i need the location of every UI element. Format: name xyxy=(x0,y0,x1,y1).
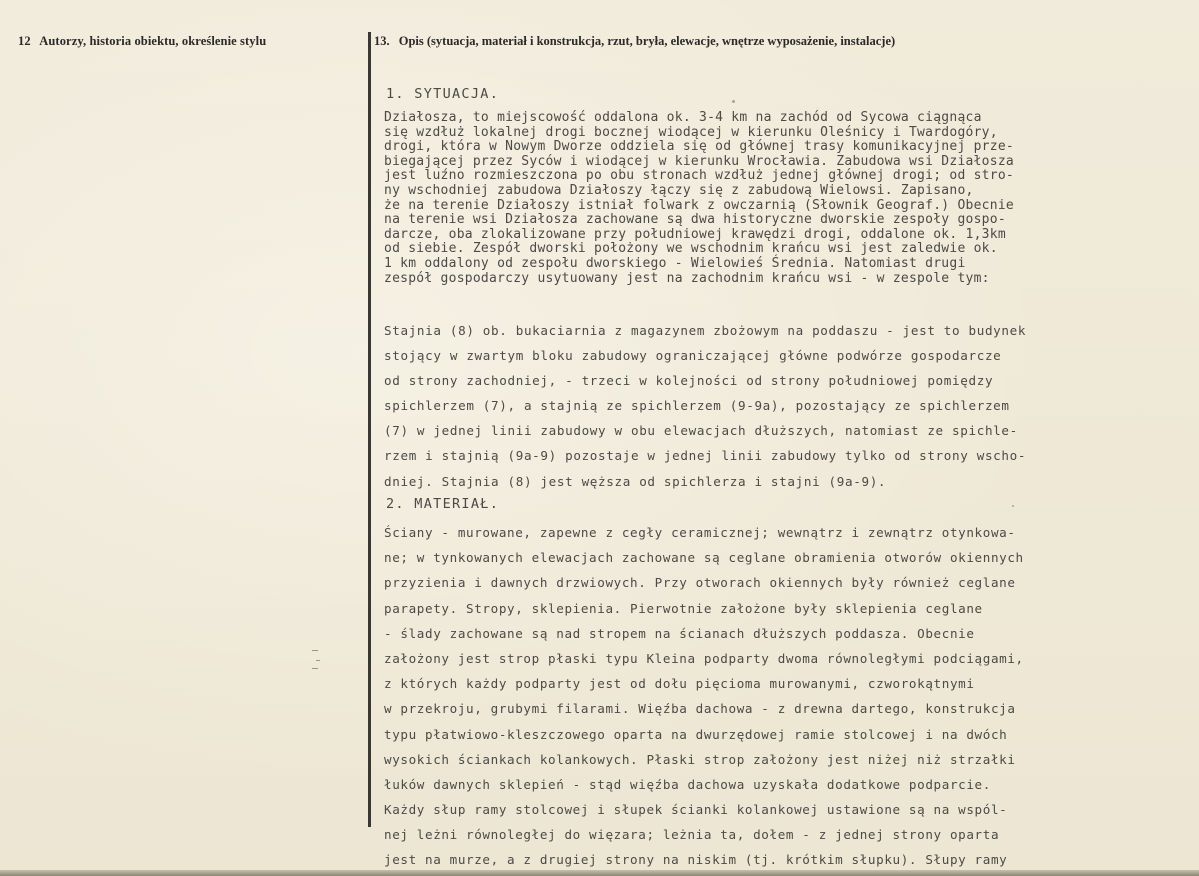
paragraph-material xyxy=(384,520,1024,873)
text-line: łuków dawnych sklepień - stąd więźba dachowa uzyskała dodatkowe podparcie. xyxy=(384,776,991,792)
text-line: wysokich ściankach kolankowych. Płaski strop założony jest niżej niż strzałki xyxy=(384,751,1016,767)
left-column-header xyxy=(18,34,266,49)
text-line: jest luźno rozmieszczona po obu stronach wzdłuż jednej głównej drogi; od stro- xyxy=(384,168,1014,184)
text-line: typu płatwiowo-kleszczowego oparta na dwurzędowej ramie stolcowej i na dwóch xyxy=(384,726,1008,742)
text-line: z których każdy podparty jest od dołu pięcioma murowanymi, czworokątnymi xyxy=(384,676,975,692)
left-header-number: 12 xyxy=(18,34,31,48)
text-line: Działosza, to miejscowość oddalona ok. 3-4 km na zachód od Sycowa ciągnąca xyxy=(384,110,982,125)
text-line: Każdy słup ramy stolcowej i słupek ścianki kolankowej ustawione są na wspól- xyxy=(384,802,1008,818)
text-line: parapety. Stropy, sklepienia. Pierwotnie założone były sklepienia ceglane xyxy=(384,600,983,616)
text-line: zespół gospodarczy usytuowany jest na zachodnim krańcu wsi - w zespole tym: xyxy=(384,270,990,286)
margin-mark xyxy=(312,668,318,669)
paragraph-stable-description xyxy=(384,318,1026,494)
text-line: że na terenie Działoszy istniał folwark z owczarnią (Słownik Geograf.) Obecnie xyxy=(384,197,1014,213)
text-line: w przekroju, grubymi filarami. Więźba dachowa - z drewna dartego, konstrukcja xyxy=(384,701,1016,717)
text-line: ny wschodniej zabudowa Działoszy łączy się z zabudową Wielowsi. Zapisano, xyxy=(384,182,974,198)
text-line: 1 km oddalony od zespołu dworskiego - Wielowieś Średnia. Natomiast drugi xyxy=(384,255,966,271)
text-line: - ślady zachowane są nad stropem na ścianach dłuższych poddasza. Obecnie xyxy=(384,625,975,641)
column-divider xyxy=(368,32,371,827)
left-column xyxy=(0,0,368,876)
text-line: Ściany - murowane, zapewne z cegły ceramicznej; wewnątrz i zewnątrz otynkowa- xyxy=(384,525,1016,540)
margin-mark xyxy=(312,650,318,651)
text-line: dniej. Stajnia (8) jest węższa od spichlerza i stajni (9a-9). xyxy=(384,473,887,489)
text-line: drogi, która w Nowym Dworze oddziela się od głównej trasy komunikacyjnej prze- xyxy=(384,139,1014,155)
paper-speck xyxy=(732,100,735,103)
text-line: nej leżni równoległej do więzara; leżnia ta, dołem - z jednej strony oparta xyxy=(384,827,1000,843)
text-line: jest na murze, a z drugiej strony na niskim (tj. krótkim słupku). Słupy ramy xyxy=(384,852,1008,868)
text-line: (7) w jednej linii zabudowy w obu elewacjach dłuższych, natomiast ze spichle- xyxy=(384,423,1018,439)
section-title-material: 2. MATERIAŁ. xyxy=(386,496,500,512)
paper-speck xyxy=(1012,505,1014,507)
right-header-text: Opis (sytuacja, materiał i konstrukcja, rzut, bryła, elewacje, wnętrze wyposażenie, instalacje) xyxy=(398,34,896,48)
right-column-header xyxy=(374,34,895,49)
text-line: na terenie wsi Działosza zachowane są dwa historyczne dworskie zespoły gospo- xyxy=(384,212,1006,228)
paragraph-situation xyxy=(384,111,1014,286)
left-header-text: Autorzy, historia obiektu, określenie stylu xyxy=(39,34,267,48)
text-line: spichlerzem (7), a stajnią ze spichlerzem (9-9a), pozostający ze spichlerzem xyxy=(384,398,1010,414)
text-line: ne; w tynkowanych elewacjach zachowane są ceglane obramienia otworów okiennych xyxy=(384,550,1024,566)
text-line: się wzdłuż lokalnej drogi bocznej wiodącej w kierunku Oleśnicy i Twardogóry, xyxy=(384,124,998,140)
section-title-situation: 1. SYTUACJA. xyxy=(386,86,500,102)
margin-mark xyxy=(316,660,320,661)
right-header-number: 13. xyxy=(374,34,390,48)
text-line: od siebie. Zespół dworski położony we wschodnim krańcu wsi jest zaledwie ok. xyxy=(384,241,998,257)
text-line: biegającej przez Syców i wiodącej w kierunku Wrocławia. Zabudowa wsi Działosza xyxy=(384,153,1014,169)
text-line: od strony zachodniej, - trzeci w kolejności od strony południowej pomiędzy xyxy=(384,373,994,389)
page-bottom-edge xyxy=(0,870,1199,876)
text-line: założony jest strop płaski typu Kleina podparty dwoma równoległymi podciągami, xyxy=(384,650,1024,666)
right-column xyxy=(372,0,1199,876)
text-line: stojący w zwartym bloku zabudowy ograniczającej główne podwórze gospodarcze xyxy=(384,348,1002,364)
text-line: rzem i stajnią (9a-9) pozostaje w jednej linii zabudowy tylko od strony wscho- xyxy=(384,448,1027,464)
text-line: darcze, oba zlokalizowane przy południowej krawędzi drogi, oddalone ok. 1,3km xyxy=(384,226,1006,242)
text-line: przyzienia i dawnych drzwiowych. Przy otworach okiennych były również ceglane xyxy=(384,575,1016,591)
text-line: Stajnia (8) ob. bukaciarnia z magazynem zbożowym na poddaszu - jest to budynek xyxy=(384,323,1027,338)
